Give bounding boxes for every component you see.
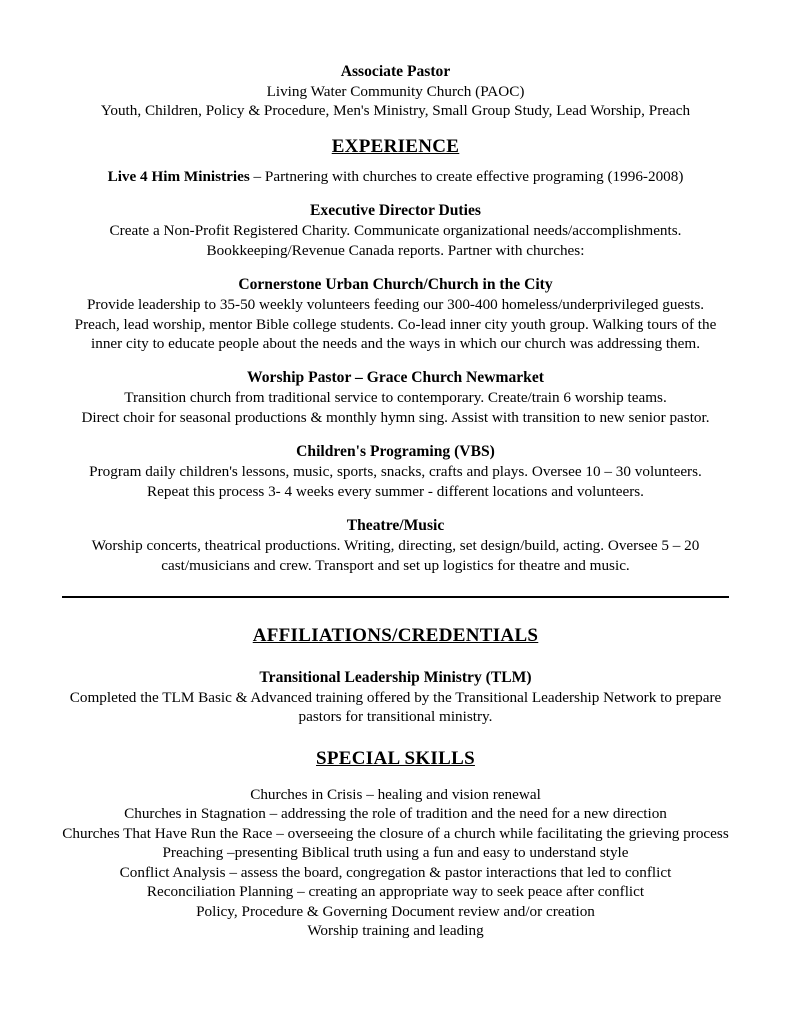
header-org: Living Water Community Church (PAOC)	[266, 82, 525, 100]
experience-intro	[62, 167, 729, 186]
skill-line: Churches in Stagnation – addressing the role of tradition and the need for a new direction	[124, 805, 667, 823]
entry-line: Program daily children's lessons, music, sports, snacks, crafts and plays. Oversee 10 – 30 volunteers.	[89, 463, 702, 481]
header-block	[62, 62, 729, 121]
section-heading-experience: EXPERIENCE	[331, 135, 460, 157]
entry-line: Preach, lead worship, mentor Bible college students. Co-lead inner city youth group. Walking tours of the	[74, 315, 717, 333]
entry-line: Create a Non-Profit Registered Charity. Communicate organizational needs/accomplishments.	[109, 222, 682, 240]
experience-intro-rest: – Partnering with churches to create effective programing (1996-2008)	[249, 167, 684, 185]
entry-line: Completed the TLM Basic & Advanced training offered by the Transitional Leadership Network to prepare	[69, 689, 722, 707]
entry-line: pastors for transitional ministry.	[298, 708, 493, 726]
skill-line: Churches That Have Run the Race – overseeing the closure of a church while facilitating the grieving process	[62, 824, 729, 842]
entry-title: Theatre/Music	[346, 517, 445, 535]
skill-line: Conflict Analysis – assess the board, congregation & pastor interactions that led to conflict	[119, 863, 672, 881]
affiliations-entry-tlm	[62, 668, 729, 727]
entry-line: Worship concerts, theatrical productions. Writing, directing, set design/build, acting. Oversee 5 – 20	[91, 537, 700, 555]
entry-title: Cornerstone Urban Church/Church in the City	[238, 276, 553, 294]
experience-entry-theatre-music	[62, 516, 729, 575]
experience-entry-childrens-programing	[62, 442, 729, 501]
section-heading-affiliations: AFFILIATIONS/CREDENTIALS	[252, 625, 539, 647]
experience-entry-executive-director	[62, 201, 729, 260]
entry-line: inner city to educate people about the needs and the ways in which our church was addressing them.	[91, 335, 700, 353]
experience-intro-bold: Live 4 Him Ministries	[107, 167, 250, 185]
header-detail: Youth, Children, Policy & Procedure, Men's Ministry, Small Group Study, Lead Worship, Preach	[100, 102, 691, 120]
header-title: Associate Pastor	[340, 63, 451, 80]
experience-entry-worship-pastor	[62, 368, 729, 427]
entry-line: Bookkeeping/Revenue Canada reports. Partner with churches:	[206, 241, 585, 259]
section-heading-special-skills: SPECIAL SKILLS	[316, 747, 475, 769]
experience-entry-cornerstone-urban-church	[62, 275, 729, 353]
entry-title: Transitional Leadership Ministry (TLM)	[259, 669, 532, 687]
entry-line: cast/musicians and crew. Transport and set up logistics for theatre and music.	[161, 556, 630, 574]
entry-title: Worship Pastor – Grace Church Newmarket	[247, 369, 544, 387]
skill-line: Preaching –presenting Biblical truth using a fun and easy to understand style	[162, 844, 629, 862]
skill-line: Worship training and leading	[307, 922, 484, 940]
entry-line: Direct choir for seasonal productions & monthly hymn sing. Assist with transition to new senior pastor.	[81, 408, 710, 426]
entry-title: Children's Programing (VBS)	[296, 443, 495, 461]
special-skills-list	[62, 785, 729, 941]
skill-line: Policy, Procedure & Governing Document review and/or creation	[196, 902, 595, 920]
entry-line: Transition church from traditional service to contemporary. Create/train 6 worship teams.	[124, 389, 667, 407]
skill-line: Churches in Crisis – healing and vision renewal	[250, 785, 541, 803]
entry-title: Executive Director Duties	[310, 202, 481, 220]
skill-line: Reconciliation Planning – creating an appropriate way to seek peace after conflict	[146, 883, 645, 901]
entry-line: Repeat this process 3- 4 weeks every summer - different locations and volunteers.	[147, 482, 644, 500]
entry-line: Provide leadership to 35-50 weekly volunteers feeding our 300-400 homeless/underprivileged guests.	[86, 296, 705, 314]
